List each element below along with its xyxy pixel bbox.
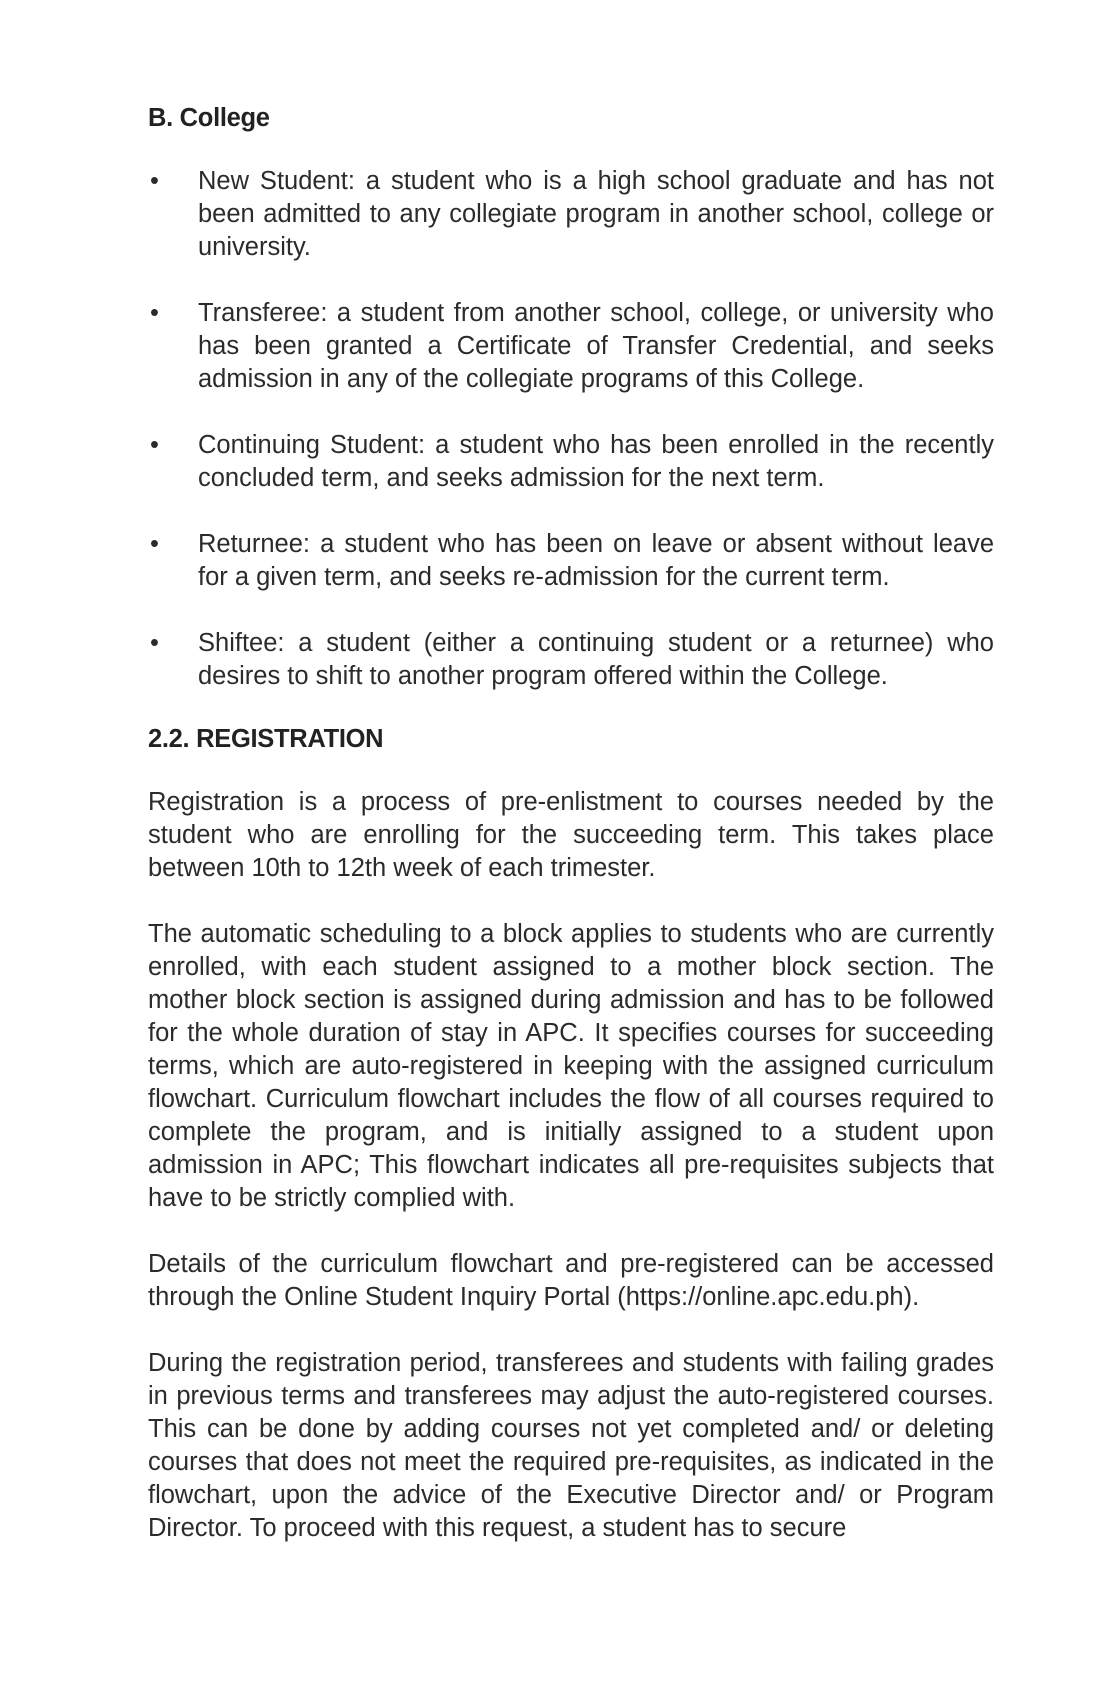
bullet-icon: • [150,167,159,195]
bullet-icon: • [150,431,159,459]
section-heading-registration: 2.2. REGISTRATION [148,725,384,753]
list-item-text: Continuing Student: a student who has been enrolled in the recently concluded term, and seeks admission for the next term. [198,431,994,492]
list-item [148,165,994,264]
paragraph: The automatic scheduling to a block applies to students who are currently enrolled, with each student assigned to a mother block section. The mother block section is assigned during admission and has to be followed for the whole duration of stay in APC. It specifies courses for succeeding terms, which are auto-registered in keeping with the assigned curriculum flowchart. Curriculum flowchart includes the flow of all courses required to complete the program, and is initially assigned to a student upon admission in APC; This flowchart indicates all pre-requisites subjects that have to be strictly complied with. [148,920,994,1212]
list-item-text: Transferee: a student from another school, college, or university who has been granted a Certificate of Transfer Credential, and seeks admission in any of the collegiate programs of this College. [198,299,994,393]
list-item-text: Shiftee: a student (either a continuing student or a returnee) who desires to shift to another program offered within the College. [198,629,994,690]
paragraph: Registration is a process of pre-enlistment to courses needed by the student who are enrolling for the succeeding term. This takes place between 10th to 12th week of each trimester. [148,788,994,882]
student-type-list [148,165,994,693]
list-item-text: New Student: a student who is a high school graduate and has not been admitted to any collegiate program in another school, college or university. [198,167,994,261]
document-page [148,102,994,1545]
bullet-icon: • [150,299,159,327]
bullet-icon: • [150,629,159,657]
paragraph: During the registration period, transferees and students with failing grades in previous terms and transferees may adjust the auto-registered courses. This can be done by adding courses not yet completed and/ or deleting courses that does not meet the required pre-requisites, as indicated in the flowchart, upon the advice of the Executive Director and/ or Program Director. To proceed with this request, a student has to secure [148,1349,994,1542]
list-item [148,429,994,495]
list-item [148,627,994,693]
paragraph: Details of the curriculum flowchart and pre-registered can be accessed through the Online Student Inquiry Portal (https://online.apc.edu.ph). [148,1250,994,1311]
bullet-icon: • [150,530,159,558]
section-heading-college: B. College [148,104,270,132]
list-item-text: Returnee: a student who has been on leave or absent without leave for a given term, and seeks re-admission for the current term. [198,530,994,591]
registration-body [148,786,994,1545]
list-item [148,297,994,396]
list-item [148,528,994,594]
